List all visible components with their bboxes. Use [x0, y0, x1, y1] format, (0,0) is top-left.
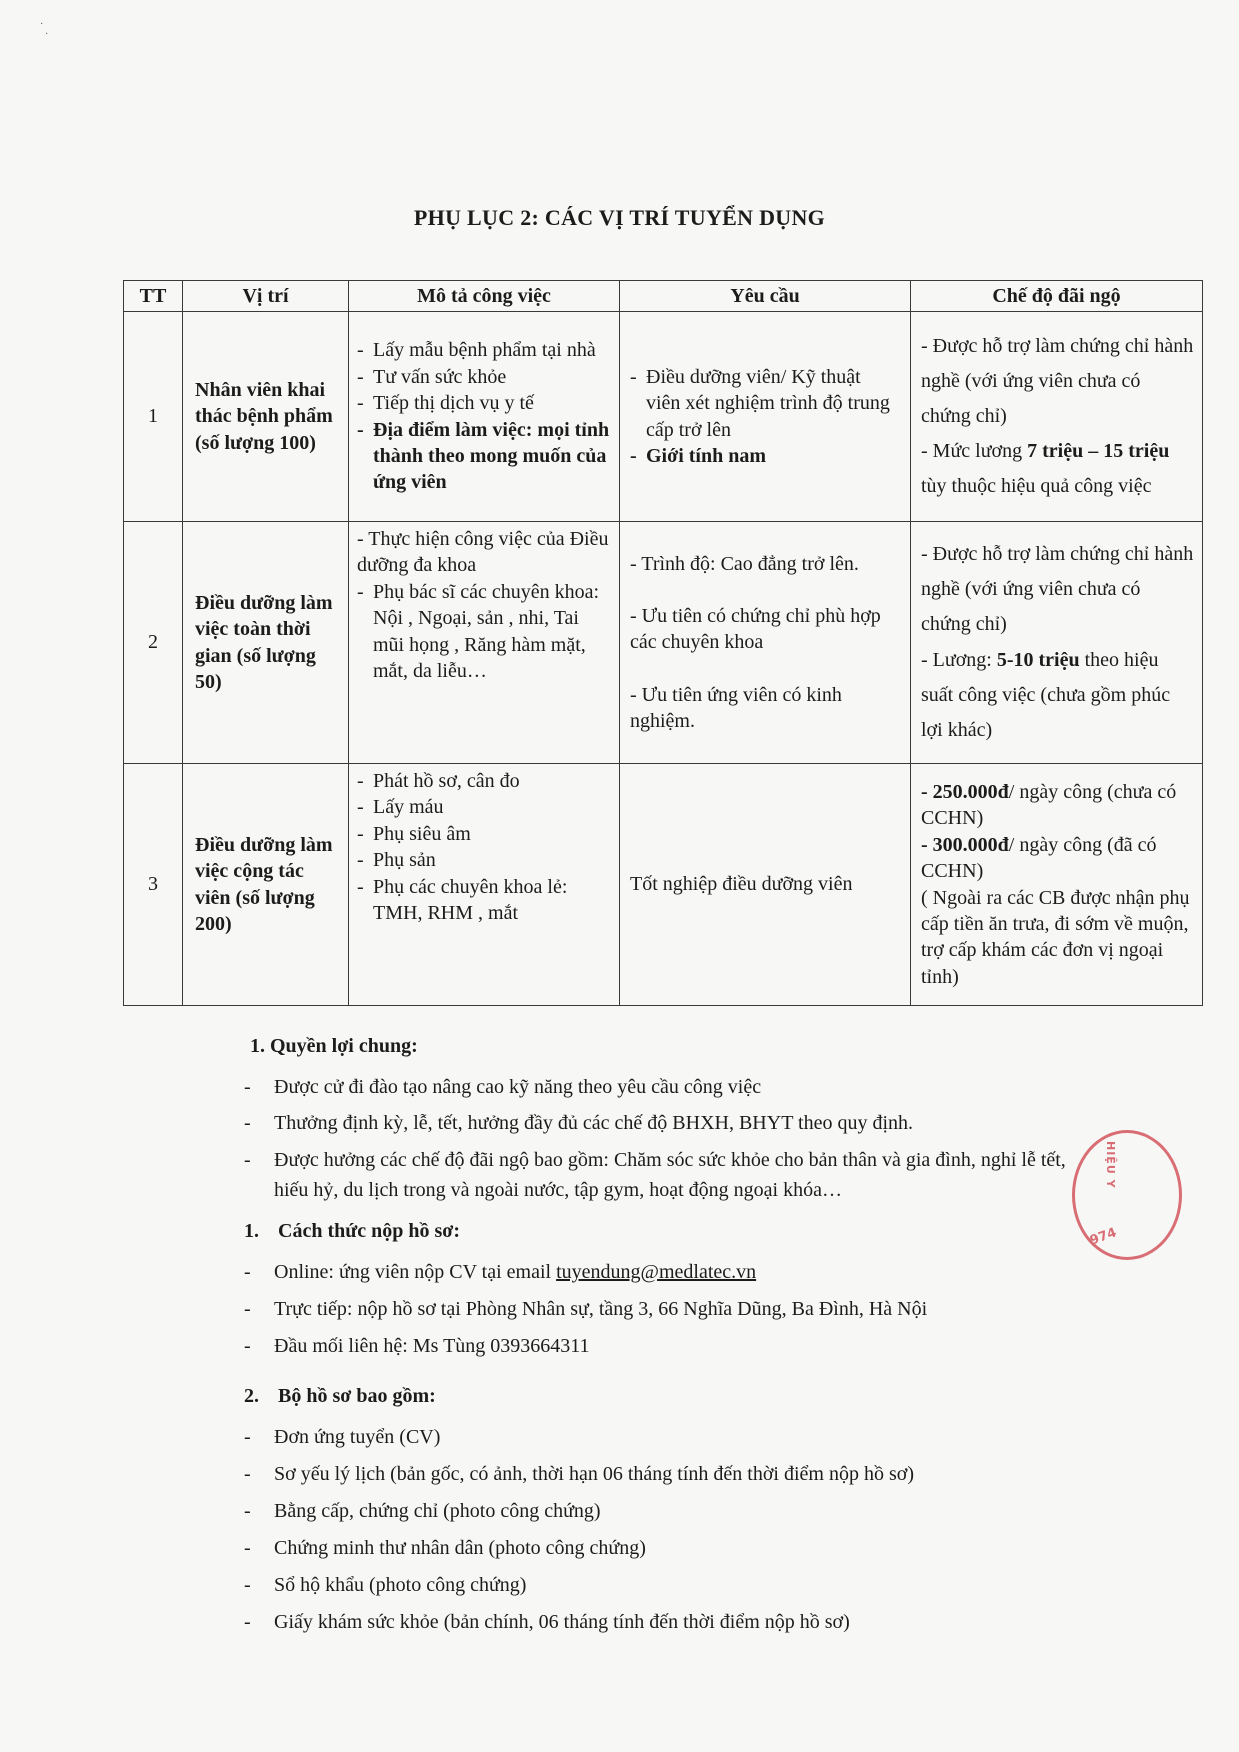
list-item: - Online: ứng viên nộp CV tại email tuyendung@medlatec.vn	[244, 1261, 757, 1283]
list-item: - Điều dưỡng viên/ Kỹ thuật viên xét nghiệm trình độ trung cấp trở lên	[630, 365, 890, 441]
list-item: - Lấy mẫu bệnh phẩm tại nhà	[357, 339, 596, 362]
table-row	[124, 764, 1203, 1006]
section-heading: 2. Bộ hồ sơ bao gồm:	[244, 1385, 436, 1407]
list-item: - Ưu tiên ứng viên có kinh nghiệm.	[630, 683, 842, 733]
list-item: - Giới tính nam	[630, 444, 766, 467]
benefits-cell	[911, 312, 1203, 522]
page-title: PHỤ LỤC 2: CÁC VỊ TRÍ TUYỂN DỤNG	[413, 205, 826, 230]
list-item: - Phụ các chuyên khoa lẻ: TMH, RHM , mắt	[357, 875, 568, 924]
table-row	[124, 522, 1203, 764]
benefit-line: ( Ngoài ra các CB được nhận phụ cấp tiền ăn trưa, đi sớm về muộn, trợ cấp khám các đơn vị ngoại tỉnh)	[921, 886, 1190, 988]
benefit-line: - Được hỗ trợ làm chứng chỉ hành nghề (với ứng viên chưa có chứng chỉ)	[921, 334, 1194, 427]
benefits-cell	[911, 764, 1203, 1006]
job-description	[349, 312, 620, 522]
list-item: - Đầu mối liên hệ: Ms Tùng 0393664311	[244, 1335, 590, 1357]
position-name: Điều dưỡng làm việc cộng tác viên (số lượng 200)	[183, 764, 349, 1006]
list-item: - Lấy máu	[357, 796, 444, 819]
requirements	[620, 522, 911, 764]
table-row	[124, 312, 1203, 522]
benefit-line: - Được hỗ trợ làm chứng chỉ hành nghề (với ứng viên chưa có chứng chỉ)	[921, 542, 1194, 636]
list-item: - Thực hiện công việc của Điều dưỡng đa khoa	[357, 528, 609, 577]
job-description	[349, 764, 620, 1006]
header-requirements: Yêu cầu	[620, 281, 911, 312]
list-item: - Phát hồ sơ, cân đo	[357, 770, 520, 792]
list-item: - Sơ yếu lý lịch (bản gốc, có ảnh, thời hạn 06 tháng tính đến thời điểm nộp hồ sơ)	[244, 1463, 914, 1485]
apply-list	[244, 1254, 1144, 1365]
benefit-line: - 250.000đ/ ngày công (chưa có CCHN)	[921, 780, 1177, 830]
header-tt: TT	[124, 281, 183, 312]
list-item: - Được cử đi đào tạo nâng cao kỹ năng theo yêu cầu công việc	[244, 1076, 762, 1098]
list-item: - Được hưởng các chế độ đãi ngộ bao gồm: Chăm sóc sức khỏe cho bản thân và gia đình, nghỉ lễ tết, hiếu hỷ, du lịch trong và ngoài nước, tập gym, hoạt động ngoại khóa…	[244, 1149, 1066, 1201]
benefits-cell	[911, 522, 1203, 764]
benefit-line: - Lương: 5-10 triệu theo hiệu suất công việc (chưa gồm phúc lợi khác)	[921, 648, 1171, 741]
section-heading: 1. Cách thức nộp hồ sơ:	[244, 1220, 460, 1242]
list-item: - Đơn ứng tuyển (CV)	[244, 1426, 441, 1448]
position-name: Nhân viên khai thác bệnh phẩm (số lượng 100)	[183, 312, 349, 522]
list-item: - Ưu tiên có chứng chỉ phù hợp các chuyên khoa	[630, 604, 881, 654]
section-heading: 1. Quyền lợi chung:	[250, 1035, 418, 1057]
table-header-row	[124, 281, 1203, 312]
list-item: - Phụ bác sĩ các chuyên khoa: Nội , Ngoại, sản , nhi, Tai mũi họng , Răng hàm mặt, mắt, da liễu…	[357, 580, 600, 682]
documents-list	[244, 1419, 1144, 1641]
positions-table	[123, 280, 1203, 1006]
header-benefits: Chế độ đãi ngộ	[911, 281, 1203, 312]
list-item: - Phụ siêu âm	[357, 822, 471, 845]
header-description: Mô tả công việc	[349, 281, 620, 312]
row-number: 2	[124, 522, 183, 764]
list-item: - Sổ hộ khẩu (photo công chứng)	[244, 1574, 527, 1596]
benefit-line: - 300.000đ/ ngày công (đã có CCHN)	[921, 833, 1157, 883]
benefit-line: - Mức lương 7 triệu – 15 triệu tùy thuộc hiệu quả công việc	[921, 440, 1170, 498]
benefits-list	[244, 1069, 1094, 1205]
list-item: - Tiếp thị dịch vụ y tế	[357, 392, 534, 415]
job-description	[349, 522, 620, 764]
list-item: - Bằng cấp, chứng chỉ (photo công chứng)	[244, 1500, 601, 1522]
red-seal-stamp: HIỆU Y 1974	[1072, 1130, 1182, 1260]
email-link[interactable]: tuyendung@medlatec.vn	[556, 1261, 757, 1283]
list-item: - Tư vấn sức khỏe	[357, 365, 507, 388]
row-number: 1	[124, 312, 183, 522]
list-item: - Trình độ: Cao đẳng trở lên.	[630, 552, 859, 575]
list-item: - Chứng minh thư nhân dân (photo công chứng)	[244, 1537, 646, 1559]
header-position: Vị trí	[183, 281, 349, 312]
scan-specks: · ·	[40, 19, 49, 40]
list-item: - Địa điểm làm việc: mọi tỉnh thành theo mong muốn của ứng viên	[357, 418, 610, 494]
row-number: 3	[124, 764, 183, 1006]
requirements: Tốt nghiệp điều dưỡng viên	[620, 764, 911, 1006]
requirements	[620, 312, 911, 522]
list-item: - Thưởng định kỳ, lễ, tết, hưởng đầy đủ các chế độ BHXH, BHYT theo quy định.	[244, 1112, 914, 1134]
list-item: - Trực tiếp: nộp hồ sơ tại Phòng Nhân sự, tầng 3, 66 Nghĩa Dũng, Ba Đình, Hà Nội	[244, 1298, 928, 1320]
position-name: Điều dưỡng làm việc toàn thời gian (số lượng 50)	[183, 522, 349, 764]
list-item: - Phụ sản	[357, 849, 436, 872]
list-item: - Giấy khám sức khỏe (bản chính, 06 tháng tính đến thời điểm nộp hồ sơ)	[244, 1611, 850, 1633]
